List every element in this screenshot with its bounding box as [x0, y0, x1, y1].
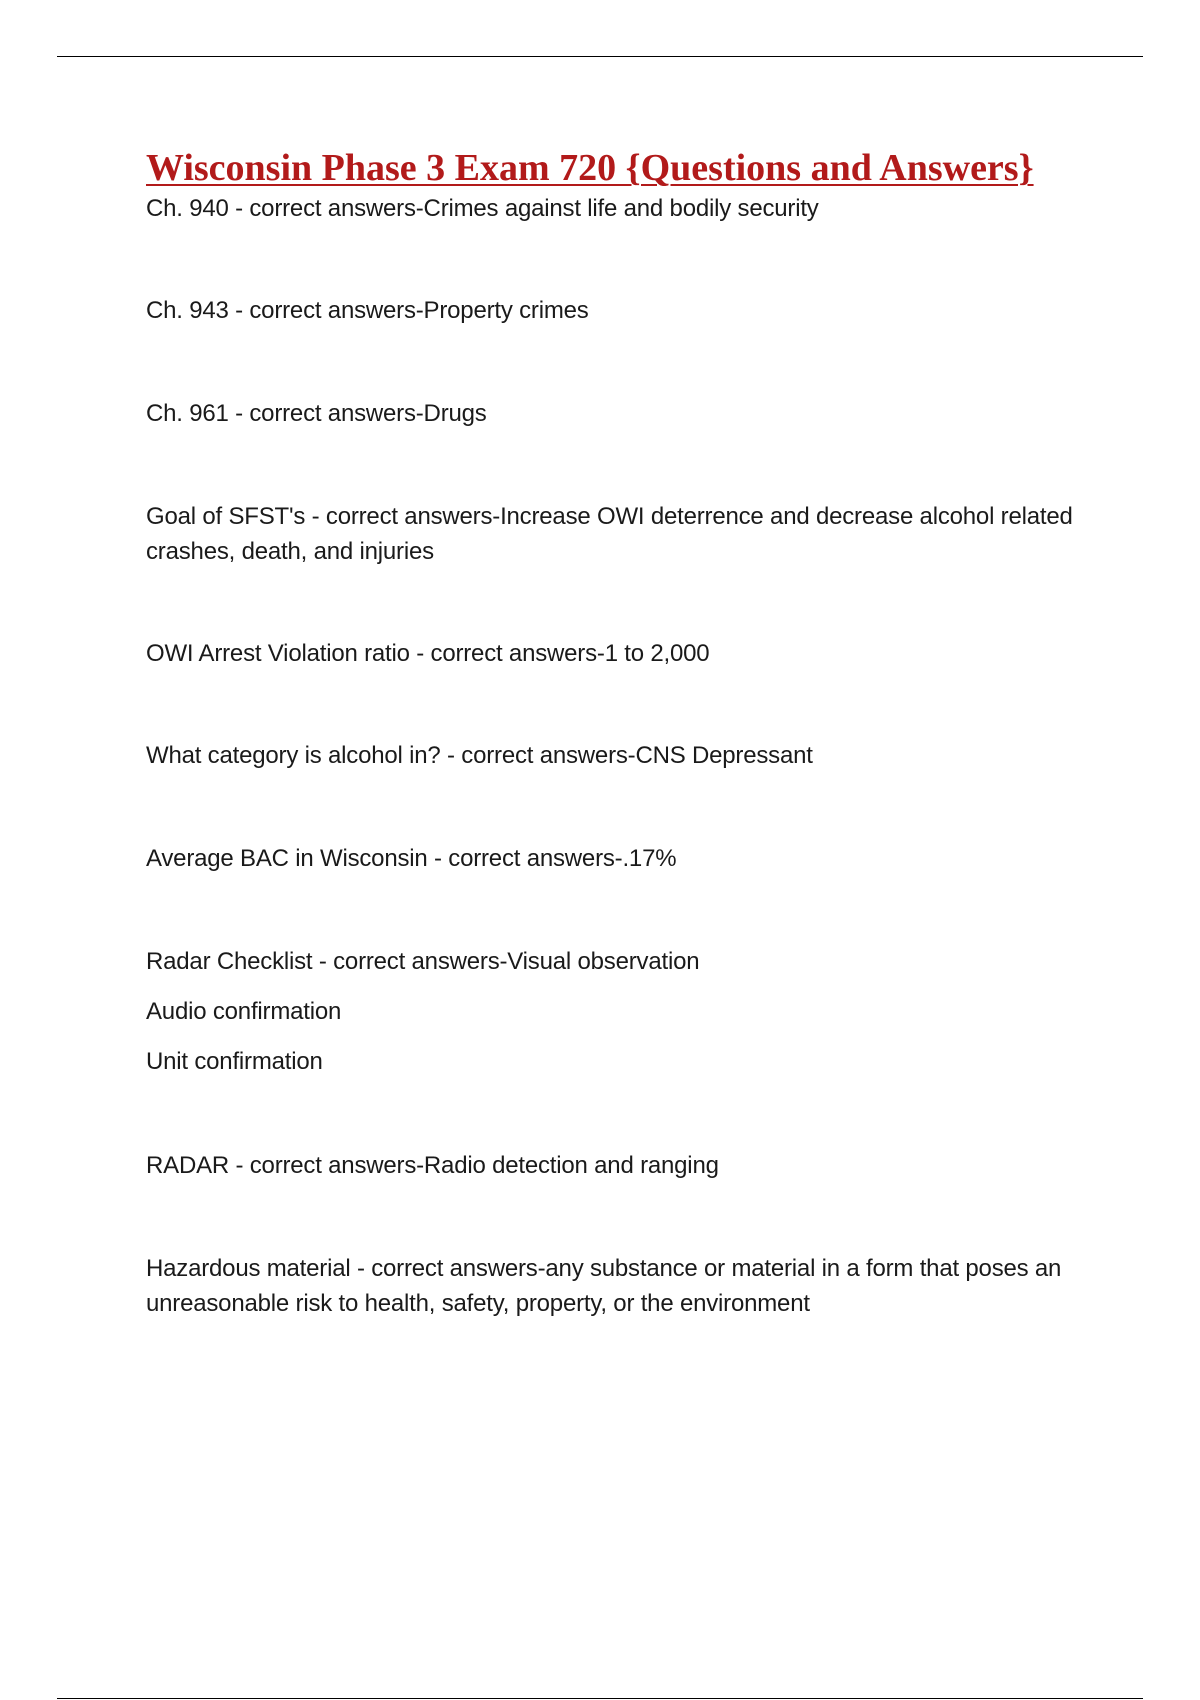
- qa-entry: [146, 1251, 1076, 1321]
- document-title: Wisconsin Phase 3 Exam 720 {Questions and Answers}: [146, 147, 1034, 189]
- qa-entry: [146, 191, 1076, 226]
- qa-text: Goal of SFST's - correct answers-Increase OWI deterrence and decrease alcohol related crashes, death, and injuries: [146, 503, 1073, 565]
- top-divider: [57, 56, 1143, 57]
- qa-entry: [146, 944, 1076, 1079]
- qa-entry: [146, 636, 1076, 671]
- qa-text: Ch. 961 - correct answers-Drugs: [146, 400, 487, 427]
- qa-text: Hazardous material - correct answers-any substance or material in a form that poses an unreasonable risk to health, safety, property, or the environment: [146, 1255, 1062, 1317]
- qa-entry: [146, 1148, 1076, 1183]
- qa-text: Unit confirmation: [146, 1048, 323, 1075]
- bottom-divider: [57, 1698, 1143, 1699]
- qa-entry: [146, 841, 1076, 876]
- qa-text: OWI Arrest Violation ratio - correct answers-1 to 2,000: [146, 640, 710, 667]
- qa-text: Average BAC in Wisconsin - correct answers-.17%: [146, 845, 677, 872]
- qa-text: What category is alcohol in? - correct answers-CNS Depressant: [146, 742, 813, 769]
- qa-entry: [146, 293, 1076, 328]
- qa-text: Ch. 940 - correct answers-Crimes against life and bodily security: [146, 195, 819, 222]
- qa-entry: [146, 396, 1076, 431]
- qa-entry: [146, 738, 1076, 773]
- qa-text: Audio confirmation: [146, 998, 342, 1025]
- qa-text: RADAR - correct answers-Radio detection and ranging: [146, 1152, 719, 1179]
- qa-text: Radar Checklist - correct answers-Visual observation: [146, 948, 700, 975]
- qa-entry: [146, 499, 1076, 569]
- qa-text: Ch. 943 - correct answers-Property crimes: [146, 297, 589, 324]
